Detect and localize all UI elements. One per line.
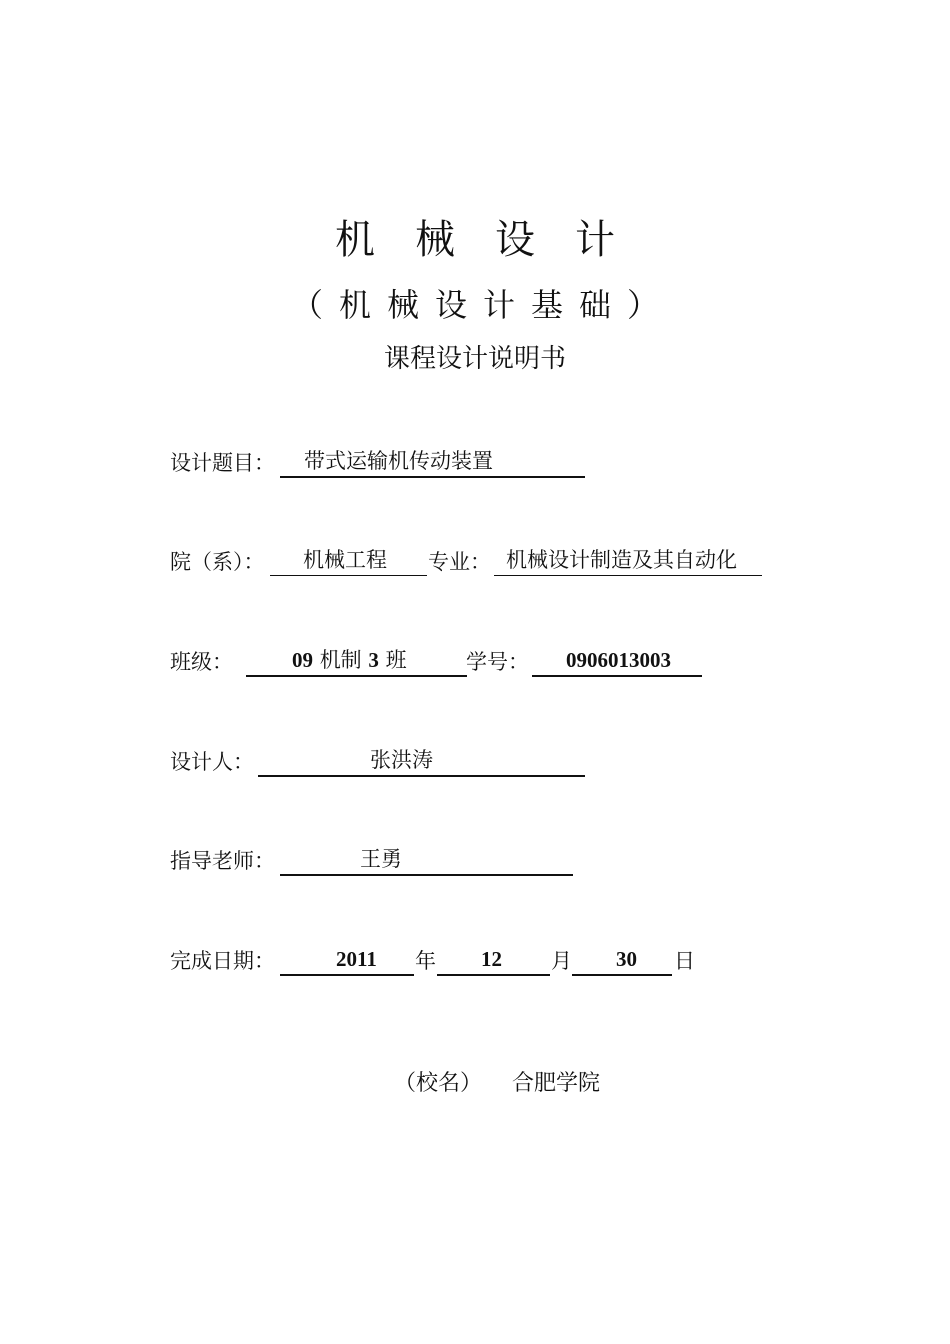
year-unit: 年 — [415, 949, 436, 973]
department-value: 机械工程 — [303, 548, 387, 572]
day-value: 30 — [616, 947, 637, 971]
year-value: 2011 — [336, 947, 377, 971]
school-name: 合肥学院 — [512, 1071, 601, 1096]
advisor-label: 指导老师： — [170, 849, 275, 873]
class-field — [246, 645, 467, 677]
main-title-char: 设 — [495, 217, 535, 263]
day-field — [572, 944, 672, 976]
department-label: 院（系）： — [170, 550, 265, 574]
major-value: 机械设计制造及其自动化 — [506, 548, 737, 572]
month-value: 12 — [481, 947, 502, 971]
class-value-mid: 机制 — [319, 648, 362, 672]
month-field — [437, 944, 550, 976]
department-field — [270, 545, 427, 576]
sub-title-char: 计 — [483, 286, 516, 324]
school-label: （校名） — [394, 1071, 483, 1096]
student-id-field — [532, 645, 702, 677]
date-label: 完成日期： — [170, 949, 275, 973]
year-field — [280, 944, 414, 976]
class-value-num: 09 — [292, 648, 313, 672]
class-value-end: 班 — [385, 648, 407, 672]
designer-field — [258, 745, 585, 777]
sub-title — [0, 280, 950, 326]
day-unit: 日 — [674, 949, 695, 973]
class-label: 班级： — [170, 650, 233, 674]
sub-title-char: 械 — [386, 286, 419, 324]
sub-title-char: （ — [290, 286, 323, 324]
class-value-num2: 3 — [368, 648, 379, 672]
main-title-char: 计 — [575, 217, 615, 263]
document-title: 课程设计说明书 — [383, 344, 566, 374]
major-field — [494, 545, 762, 576]
sub-title-char: 设 — [434, 286, 467, 324]
topic-field — [280, 446, 585, 478]
main-title-char: 机 — [335, 217, 375, 263]
advisor-value: 王勇 — [360, 847, 402, 871]
main-title-char: 械 — [415, 217, 455, 263]
sub-title-char: 础 — [579, 286, 612, 324]
main-title — [0, 208, 950, 265]
sub-title-char: ） — [627, 286, 660, 324]
advisor-field — [280, 844, 573, 876]
topic-label: 设计题目： — [170, 451, 275, 475]
student-id-label: 学号： — [466, 650, 529, 674]
major-label: 专业： — [428, 550, 491, 574]
topic-value: 带式运输机传动装置 — [304, 449, 493, 473]
designer-value: 张洪涛 — [370, 748, 433, 772]
month-unit: 月 — [551, 949, 572, 973]
student-id-value: 0906013003 — [566, 648, 671, 672]
sub-title-char: 机 — [338, 286, 371, 324]
sub-title-char: 基 — [531, 286, 564, 324]
class-value — [292, 645, 407, 675]
designer-label: 设计人： — [170, 750, 254, 774]
